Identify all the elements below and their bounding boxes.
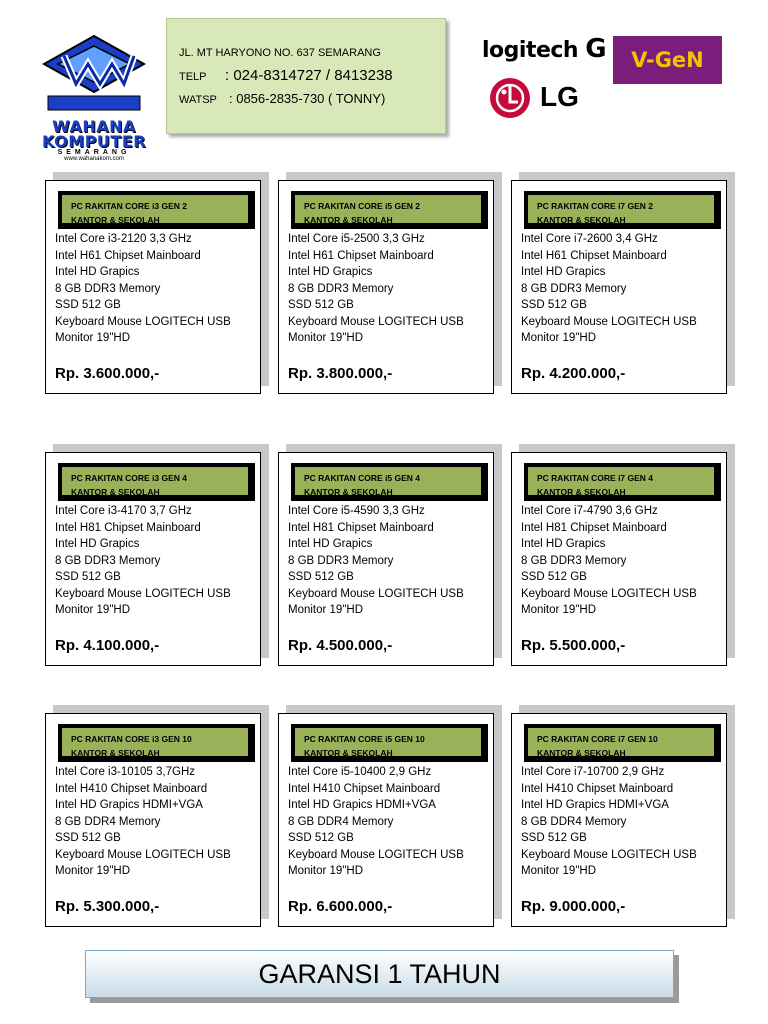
whatsapp-label: WATSP [179, 94, 217, 106]
spec-line: Intel HD Grapics HDMI+VGA [521, 799, 669, 811]
card-body [278, 452, 494, 666]
spec-line: SSD 512 GB [55, 571, 121, 583]
spec-line: Intel H61 Chipset Mainboard [55, 249, 201, 262]
product-title-line2: KANTOR & SEKOLAH [304, 215, 393, 225]
card-body [511, 180, 727, 394]
spec-line: Monitor 19"HD [521, 865, 597, 877]
product-title-line2: KANTOR & SEKOLAH [537, 215, 626, 225]
spec-line: Intel HD Grapics [521, 538, 606, 550]
product-price: Rp. 4.100.000,- [55, 637, 160, 654]
spec-line: SSD 512 GB [55, 832, 121, 844]
product-title-tag [524, 724, 721, 762]
spec-line: Monitor 19"HD [288, 604, 364, 616]
spec-line: Intel HD Grapics [55, 538, 140, 550]
product-price: Rp. 5.300.000,- [55, 898, 160, 915]
product-title-bg [527, 194, 715, 224]
spec-line: Monitor 19"HD [521, 604, 597, 616]
spec-list [55, 503, 231, 619]
spec-list [288, 231, 464, 347]
product-title-tag [58, 191, 255, 229]
product-title-line2: KANTOR & SEKOLAH [304, 748, 393, 758]
spec-line: Intel H81 Chipset Mainboard [55, 521, 201, 534]
vgen-logo: V-GeN [613, 36, 722, 84]
product-title-line2: KANTOR & SEKOLAH [304, 487, 393, 497]
spec-line: 8 GB DDR3 Memory [521, 282, 627, 295]
product-title-tag [58, 724, 255, 762]
product-title-line1: PC RAKITAN CORE i3 GEN 2 [71, 201, 188, 211]
product-title-bg [527, 466, 715, 496]
product-price: Rp. 6.600.000,- [288, 898, 393, 915]
spec-line: 8 GB DDR4 Memory [55, 815, 161, 828]
product-card [511, 180, 727, 394]
product-title-line2: KANTOR & SEKOLAH [537, 748, 626, 758]
spec-line: Keyboard Mouse LOGITECH USB [521, 848, 697, 861]
spec-line: Keyboard Mouse LOGITECH USB [288, 587, 464, 600]
spec-list [288, 764, 464, 880]
logitech-text: logitech [482, 38, 579, 63]
product-title-line2: KANTOR & SEKOLAH [71, 487, 160, 497]
product-title [537, 471, 653, 499]
product-title-line1: PC RAKITAN CORE i5 GEN 10 [304, 734, 425, 744]
spec-list [521, 764, 697, 880]
spec-line: Intel Core i7-2600 3,4 GHz [521, 233, 658, 245]
product-card [511, 452, 727, 666]
spec-list [55, 764, 231, 880]
spec-list [521, 503, 697, 619]
spec-line: Keyboard Mouse LOGITECH USB [288, 848, 464, 861]
product-title [304, 199, 420, 227]
spec-line: SSD 512 GB [55, 299, 121, 311]
spec-line: 8 GB DDR3 Memory [288, 554, 394, 567]
spec-line: 8 GB DDR3 Memory [55, 554, 161, 567]
logo-komputer-text: KOMPUTER [42, 132, 147, 151]
product-title-line1: PC RAKITAN CORE i3 GEN 4 [71, 473, 188, 483]
spec-line: Intel HD Grapics HDMI+VGA [288, 799, 436, 811]
product-title-tag [291, 724, 488, 762]
card-body [511, 452, 727, 666]
phone-number: : 024-8314727 / 8413238 [225, 67, 393, 84]
product-title-bg [294, 194, 482, 224]
spec-line: SSD 512 GB [288, 299, 354, 311]
spec-list [55, 231, 231, 347]
spec-line: Intel HD Grapics HDMI+VGA [55, 799, 203, 811]
product-price: Rp. 3.800.000,- [288, 365, 393, 382]
spec-line: Keyboard Mouse LOGITECH USB [288, 315, 464, 328]
product-card [511, 713, 727, 927]
product-title [304, 732, 425, 760]
product-title-line2: KANTOR & SEKOLAH [71, 215, 160, 225]
spec-line: SSD 512 GB [521, 832, 587, 844]
card-body [45, 713, 261, 927]
spec-line: Intel Core i3-10105 3,7GHz [55, 766, 195, 778]
spec-line: Intel H81 Chipset Mainboard [288, 521, 434, 534]
product-title [304, 471, 420, 499]
spec-line: Keyboard Mouse LOGITECH USB [55, 587, 231, 600]
card-body [45, 180, 261, 394]
warranty-banner: GARANSI 1 TAHUN [85, 950, 674, 998]
product-title-bg [527, 727, 715, 757]
spec-line: SSD 512 GB [521, 571, 587, 583]
spec-line: Intel HD Grapics [288, 266, 373, 278]
spec-line: Intel Core i5-2500 3,3 GHz [288, 233, 425, 245]
spec-line: Keyboard Mouse LOGITECH USB [521, 587, 697, 600]
spec-line: Intel Core i7-10700 2,9 GHz [521, 766, 665, 778]
spec-line: Intel Core i5-4590 3,3 GHz [288, 505, 425, 517]
product-title-bg [61, 194, 249, 224]
product-card [45, 713, 261, 927]
spec-line: Intel Core i7-4790 3,6 GHz [521, 505, 658, 517]
product-title-bg [61, 466, 249, 496]
product-title [71, 732, 192, 760]
product-card [45, 452, 261, 666]
product-price: Rp. 9.000.000,- [521, 898, 626, 915]
product-title-line1: PC RAKITAN CORE i7 GEN 4 [537, 473, 654, 483]
logo-url: www.wahanakom.com [64, 156, 124, 162]
spec-line: SSD 512 GB [521, 299, 587, 311]
lg-face-icon [490, 78, 530, 118]
spec-line: SSD 512 GB [288, 832, 354, 844]
phone-label: TELP [179, 71, 207, 83]
product-card [45, 180, 261, 394]
wahana-komputer-logo [42, 34, 147, 162]
spec-line: Intel HD Grapics [521, 266, 606, 278]
wahana-logo-icon [42, 34, 146, 114]
store-address-box [166, 18, 446, 134]
product-title-line1: PC RAKITAN CORE i7 GEN 2 [537, 201, 654, 211]
spec-line: Intel HD Grapics [288, 538, 373, 550]
spec-line: Intel H81 Chipset Mainboard [521, 521, 667, 534]
spec-line: Intel Core i5-10400 2,9 GHz [288, 766, 432, 778]
spec-line: Monitor 19"HD [288, 865, 364, 877]
spec-line: Intel H410 Chipset Mainboard [288, 782, 441, 795]
product-title [71, 199, 187, 227]
spec-line: Keyboard Mouse LOGITECH USB [55, 848, 231, 861]
product-price: Rp. 4.500.000,- [288, 637, 393, 654]
logo-city: SEMARANG [57, 149, 131, 156]
product-title-line2: KANTOR & SEKOLAH [71, 748, 160, 758]
product-title-line1: PC RAKITAN CORE i3 GEN 10 [71, 734, 192, 744]
spec-line: Intel Core i3-2120 3,3 GHz [55, 233, 192, 245]
product-title-bg [61, 727, 249, 757]
spec-line: Intel Core i3-4170 3,7 GHz [55, 505, 192, 517]
spec-line: 8 GB DDR4 Memory [288, 815, 394, 828]
product-card [278, 180, 494, 394]
spec-line: 8 GB DDR4 Memory [521, 815, 627, 828]
card-body [45, 452, 261, 666]
spec-line: Monitor 19"HD [55, 604, 131, 616]
product-title [71, 471, 187, 499]
whatsapp-number: : 0856-2835-730 ( TONNY) [229, 91, 386, 106]
card-body [278, 713, 494, 927]
spec-line: 8 GB DDR3 Memory [55, 282, 161, 295]
product-title-line1: PC RAKITAN CORE i7 GEN 10 [537, 734, 658, 744]
product-title-bg [294, 727, 482, 757]
spec-line: Intel H61 Chipset Mainboard [288, 249, 434, 262]
phone-line [179, 67, 393, 84]
spec-line: Intel HD Grapics [55, 266, 140, 278]
spec-line: Intel H410 Chipset Mainboard [521, 782, 674, 795]
product-card [278, 713, 494, 927]
logitech-logo [482, 34, 606, 64]
card-body [278, 180, 494, 394]
product-title-tag [524, 191, 721, 229]
product-title-tag [58, 463, 255, 501]
logo-wahana-text: WAHANA [52, 117, 136, 136]
product-price: Rp. 4.200.000,- [521, 365, 626, 382]
spec-line: Intel H410 Chipset Mainboard [55, 782, 208, 795]
product-title-tag [291, 463, 488, 501]
product-title-line1: PC RAKITAN CORE i5 GEN 4 [304, 473, 421, 483]
spec-line: Keyboard Mouse LOGITECH USB [521, 315, 697, 328]
product-price: Rp. 5.500.000,- [521, 637, 626, 654]
product-title [537, 199, 653, 227]
spec-line: Keyboard Mouse LOGITECH USB [55, 315, 231, 328]
spec-list [521, 231, 697, 347]
lg-text: LG [540, 81, 579, 112]
card-body [511, 713, 727, 927]
product-title-bg [294, 466, 482, 496]
product-title [537, 732, 658, 760]
product-price: Rp. 3.600.000,- [55, 365, 160, 382]
product-title-tag [524, 463, 721, 501]
logitech-g-icon: G [585, 34, 607, 64]
spec-line: Monitor 19"HD [521, 332, 597, 344]
spec-line: Intel H61 Chipset Mainboard [521, 249, 667, 262]
spec-line: 8 GB DDR3 Memory [288, 282, 394, 295]
product-title-tag [291, 191, 488, 229]
product-title-line1: PC RAKITAN CORE i5 GEN 2 [304, 201, 421, 211]
spec-list [288, 503, 464, 619]
spec-line: Monitor 19"HD [55, 332, 131, 344]
product-title-line2: KANTOR & SEKOLAH [537, 487, 626, 497]
spec-line: 8 GB DDR3 Memory [521, 554, 627, 567]
spec-line: SSD 512 GB [288, 571, 354, 583]
store-address: JL. MT HARYONO NO. 637 SEMARANG [179, 47, 381, 59]
spec-line: Monitor 19"HD [288, 332, 364, 344]
spec-line: Monitor 19"HD [55, 865, 131, 877]
whatsapp-line [179, 91, 385, 106]
product-card [278, 452, 494, 666]
